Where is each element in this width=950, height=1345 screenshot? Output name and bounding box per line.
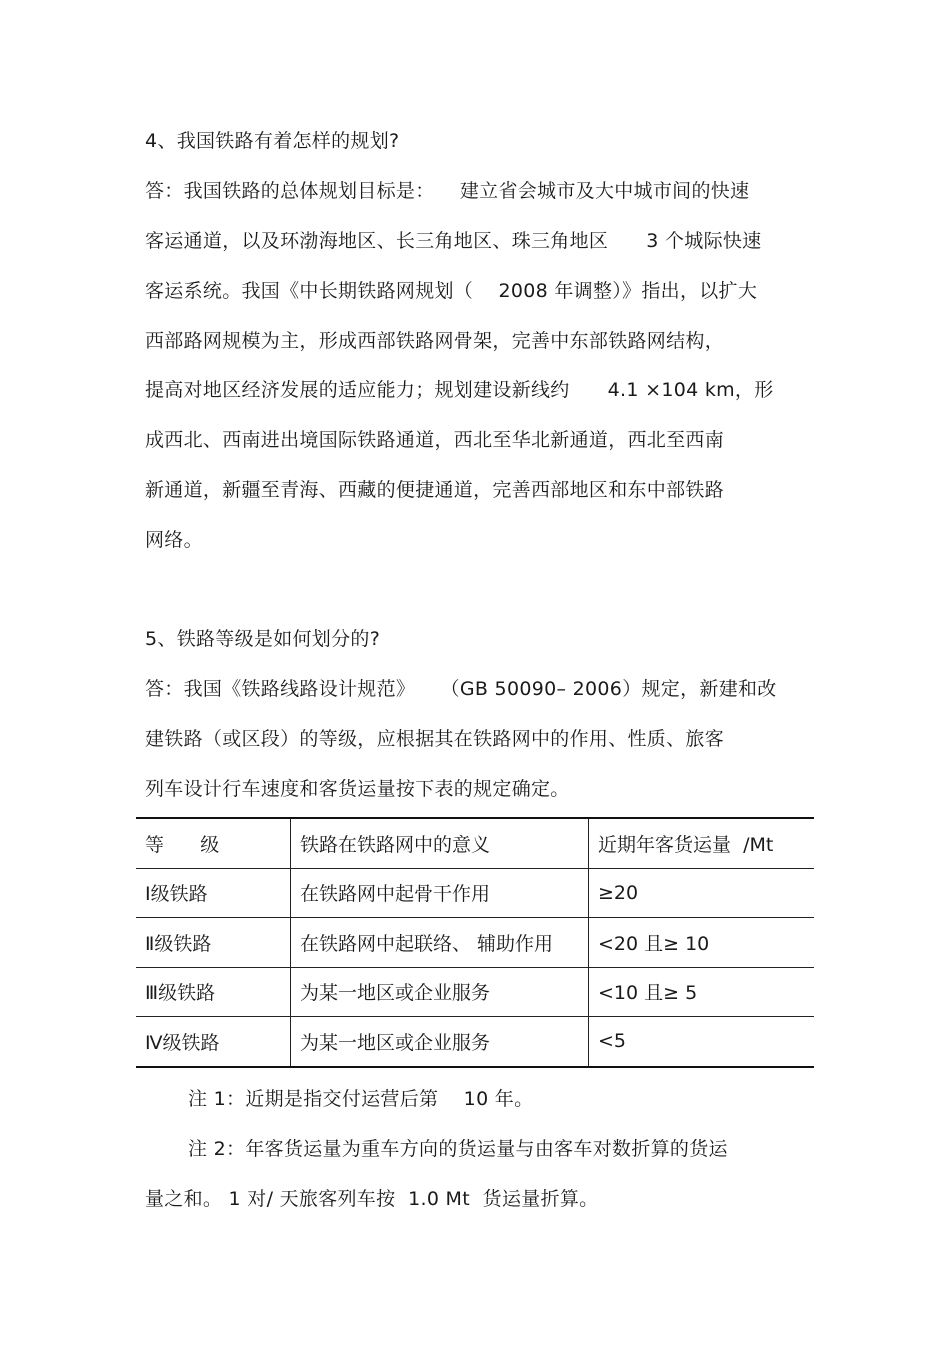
cell-volume: <5 [589,1017,815,1067]
cell-grade: Ⅱ级铁路 [136,918,291,968]
cell-significance: 在铁路网中起联络、 辅助作用 [291,918,589,968]
table-header-row [136,818,814,868]
question-5: 5、铁路等级是如何划分的? [145,628,381,650]
note-2-line-1: 注 2：年客货运量为重车方向的货运量与由客车对数折算的货运 [188,1138,728,1160]
table-row [136,1017,814,1067]
railway-grade-table [136,817,814,1068]
answer-5-line-3: 列车设计行车速度和客货运量按下表的规定确定。 [145,778,570,800]
cell-significance: 为某一地区或企业服务 [291,967,589,1017]
answer-5-line-2: 建铁路（或区段）的等级，应根据其在铁路网中的作用、性质、旅客 [145,728,725,750]
cell-grade: Ⅳ级铁路 [136,1017,291,1067]
cell-volume: <20 且≥ 10 [589,918,815,968]
cell-significance: 在铁路网中起骨干作用 [291,868,589,918]
question-4: 4、我国铁路有着怎样的规划? [145,130,400,152]
note-2-line-2: 量之和。 1 对/ 天旅客列车按 1.0 Mt 货运量折算。 [145,1188,599,1210]
cell-grade: Ⅰ级铁路 [136,868,291,918]
answer-4-line-5: 提高对地区经济发展的适应能力；规划建设新线约 4.1 ×104 km，形 [145,379,774,401]
note-1: 注 1：近期是指交付运营后第 10 年。 [188,1088,534,1110]
answer-4-line-1: 答：我国铁路的总体规划目标是： 建立省会城市及大中城市间的快速 [145,180,750,202]
header-volume: 近期年客货运量 /Mt [598,833,774,856]
header-significance: 铁路在铁路网中的意义 [291,818,589,868]
cell-volume: <10 且≥ 5 [589,967,815,1017]
answer-4-line-3: 客运系统。我国《中长期铁路网规划（ 2008 年调整）》指出，以扩大 [145,280,758,302]
cell-grade: Ⅲ级铁路 [136,967,291,1017]
cell-volume: ≥20 [589,868,815,918]
cell-significance: 为某一地区或企业服务 [291,1017,589,1067]
table-row [136,868,814,918]
table-row [136,967,814,1017]
answer-4-line-8: 网络。 [145,529,203,551]
answer-4-line-6: 成西北、西南进出境国际铁路通道，西北至华北新通道，西北至西南 [145,429,725,451]
answer-4-line-2: 客运通道，以及环渤海地区、长三角地区、珠三角地区 3 个城际快速 [145,230,762,252]
answer-4-line-7: 新通道，新疆至青海、西藏的便捷通道，完善西部地区和东中部铁路 [145,479,725,501]
answer-5-line-1: 答：我国《铁路线路设计规范》 （GB 50090– 2006）规定，新建和改 [145,678,777,700]
answer-4-line-4: 西部路网规模为主，形成西部铁路网骨架，完善中东部铁路网结构， [145,330,725,352]
table-row [136,918,814,968]
header-grade: 等 级 [136,818,291,868]
